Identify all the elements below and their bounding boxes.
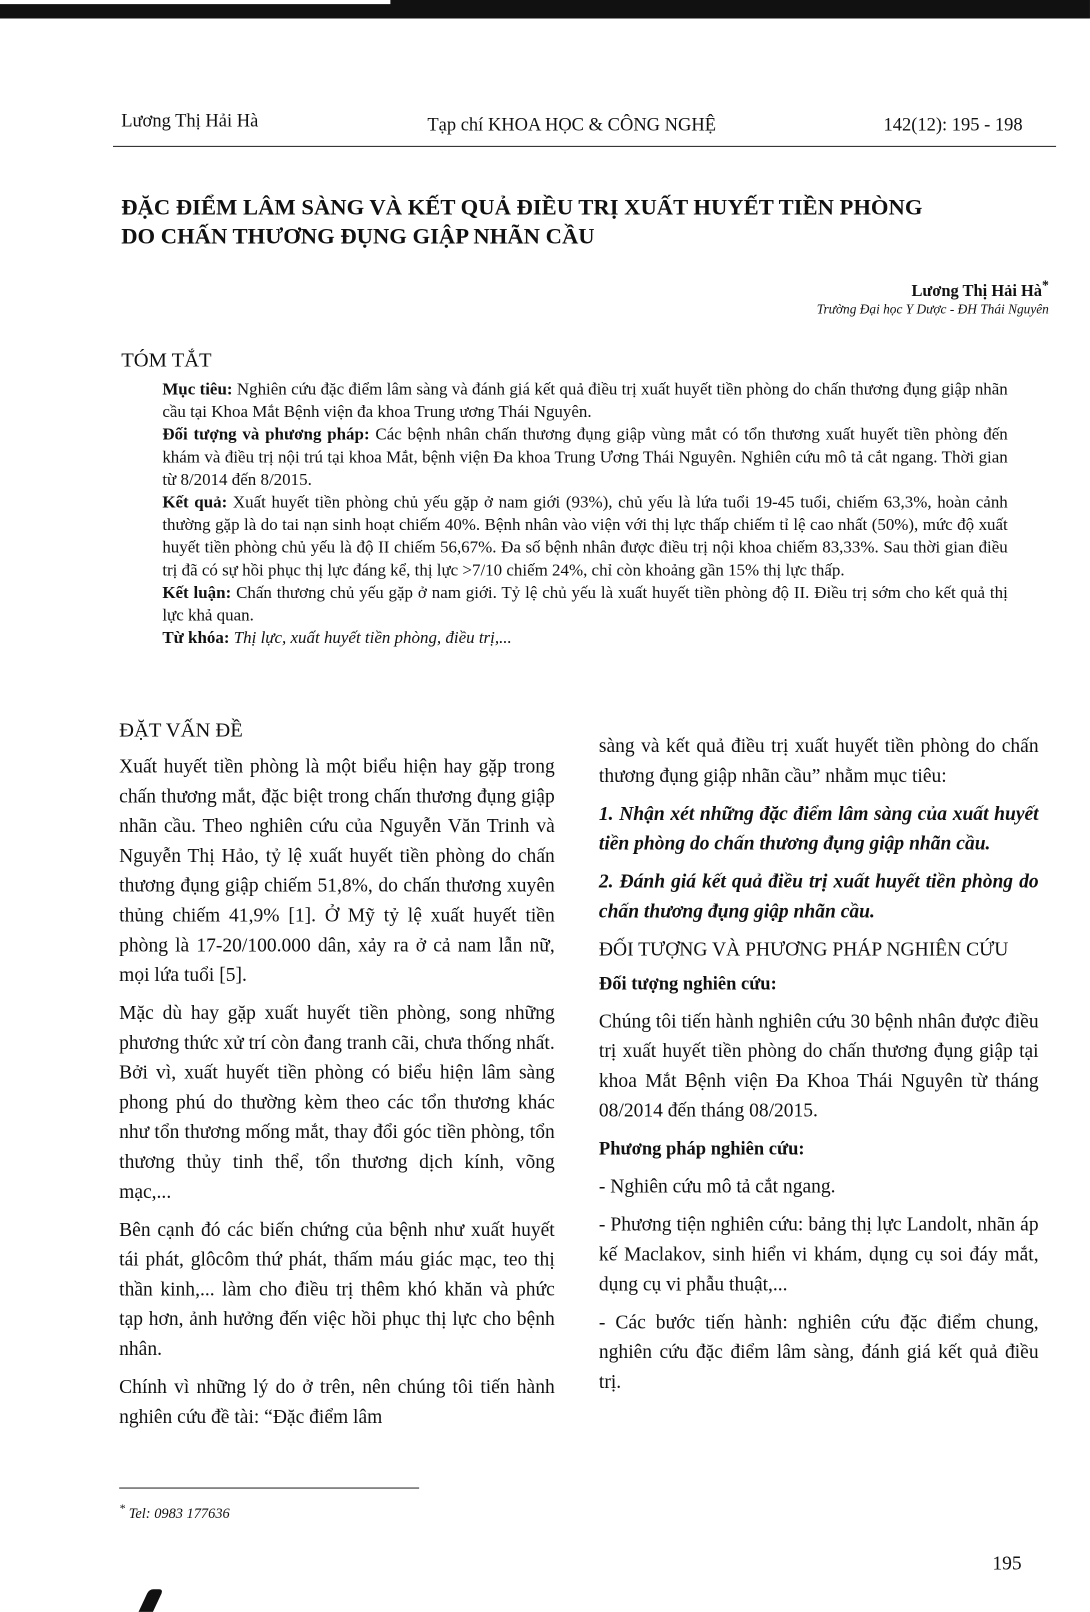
scan-artifact [139, 1589, 164, 1612]
paragraph: Chính vì những lý do ở trên, nên chúng tôi tiến hành nghiên cứu đề tài: “Đặc điểm lâm [119, 1376, 555, 1428]
paragraph: Bên cạnh đó các biến chứng của bệnh như xuất huyết tái phát, glôcôm thứ phát, thấm máu giác mạc, teo thị thần kinh,... làm cho điều trị thêm khó khăn và phức tạp hơn, ảnh hưởng đến việc hồi phục thị lực cho bệnh nhân. [119, 1219, 555, 1361]
section-heading-introduction: ĐẶT VẤN ĐỀ [119, 719, 243, 742]
author [911, 277, 1048, 301]
text: Xuất huyết tiền phòng chủ yếu gặp ở nam giới (93%), chủ yếu là lứa tuổi 19-45 tuổi, chiếm 63,3%, hoàn cảnh thường gặp là do tai nạn sinh hoạt chiếm 40%. Bệnh nhân vào viện với thị lực thấp chiếm tỉ lệ cao nhất (50%), mức độ xuất huyết tiền phòng chủ yếu là độ II chiếm 56,67%. Đa số bệnh nhân được điều trị nội khoa chiếm 83,33%. Sau thời gian điều trị đã có sự hồi phục thị lực đáng kể, thị lực >7/10 chiếm 24%, chỉ còn khoảng gần 15% thị lực thấp. [162, 492, 1008, 580]
footnote-rule [119, 1488, 419, 1489]
abstract-objective [162, 378, 1007, 423]
paragraph: - Phương tiện nghiên cứu: bảng thị lực Landolt, nhãn áp kế Maclakov, sinh hiển vi khám, dụng cụ soi đáy mắt, dụng cụ vi phẫu thuật,... [598, 1214, 1039, 1296]
paragraph: Xuất huyết tiền phòng là một biểu hiện hay gặp trong chấn thương mắt, đặc biệt trong chấn thương đụng giập nhãn cầu. Theo nghiên cứu của Nguyễn Văn Trinh và Nguyễn Thị Hảo, tỷ lệ xuất huyết tiền phòng do chấn thương đụng giập chiếm 51,8%, do chấn thương xuyên thủng chiếm 41,9% [1]. Ở Mỹ tỷ lệ xuất huyết tiền phòng là 17-20/100.000 dân, xảy ra ở cả nam lẫn nữ, mọi lứa tuổi [5]. [119, 756, 555, 987]
paragraph: sàng và kết quả điều trị xuất huyết tiền phòng do chấn thương đụng giập nhãn cầu” nhằm mục tiêu: [598, 735, 1039, 787]
running-header-journal: Tạp chí KHOA HỌC & CÔNG NGHỆ [427, 114, 717, 135]
text: Chấn thương chủ yếu gặp ở nam giới. Tỷ lệ chủ yếu là xuất huyết tiền phòng độ II. Điều trị sớm cho kết quả thị lực khả quan. [162, 582, 1008, 625]
section-heading-methods: ĐỐI TƯỢNG VÀ PHƯƠNG PHÁP NGHIÊN CỨU [598, 938, 1009, 961]
label: Kết luận: [162, 582, 232, 602]
author-name: Lương Thị Hải Hà [911, 282, 1043, 301]
left-column [119, 752, 555, 1440]
label: Từ khóa: [162, 627, 230, 648]
paragraph: Mặc dù hay gặp xuất huyết tiền phòng, song những phương thức xử trí còn đang tranh cãi, chưa thống nhất. Bởi vì, xuất huyết tiền phòng có biểu hiện lâm sàng phong phú do thường kèm theo các tổn thương khác như tổn thương mống mắt, thay đổi góc tiền phòng, tổn thương thủy tinh thể, tổn thương dịch kính, võng mạc,... [119, 1002, 555, 1203]
running-header-issue: 142(12): 195 - 198 [883, 114, 1023, 135]
footnote [119, 1502, 230, 1523]
text: Nghiên cứu đặc điểm lâm sàng và đánh giá kết quả điều trị xuất huyết tiền phòng do chấn thương đụng giập nhãn cầu tại Khoa Mắt Bệnh viện đa khoa Trung ương Thái Nguyên. [162, 379, 1008, 422]
right-column [599, 731, 1039, 1405]
label: Đối tượng và phương pháp: [162, 424, 370, 444]
paragraph: - Các bước tiến hành: nghiên cứu đặc điểm chung, nghiên cứu đặc điểm lâm sàng, đánh giá kết quả điều trị. [598, 1311, 1039, 1394]
footnote-mark: * [119, 1501, 126, 1516]
paragraph: - Nghiên cứu mô tả cắt ngang. [598, 1176, 836, 1198]
abstract-results [162, 491, 1007, 581]
abstract-keywords [162, 627, 1007, 650]
subheading-subjects: Đối tượng nghiên cứu: [598, 972, 777, 994]
subheading-methods: Phương pháp nghiên cứu: [598, 1138, 805, 1159]
author-mark: * [1042, 277, 1049, 293]
label: Kết quả: [162, 492, 228, 512]
abstract [162, 378, 1007, 649]
title-line-1: ĐẶC ĐIỂM LÂM SÀNG VÀ KẾT QUẢ ĐIỀU TRỊ XUẤT HUYẾT TIỀN PHÒNG [121, 194, 923, 220]
objective-2: 2. Đánh giá kết quả điều trị xuất huyết tiền phòng do chấn thương đụng giập nhãn cầu. [598, 871, 1039, 923]
abstract-heading: TÓM TẮT [121, 349, 212, 372]
abstract-methods [162, 423, 1007, 491]
text: Thị lực, xuất huyết tiền phòng, điều trị,... [229, 627, 512, 648]
abstract-conclusion [162, 581, 1007, 626]
label: Mục tiêu: [162, 379, 233, 399]
page-number: 195 [992, 1553, 1022, 1575]
text: Các bệnh nhân chấn thương đụng giập vùng mắt có tổn thương xuất huyết tiền phòng đến khám và điều trị nội trú tại khoa Mắt, bệnh viện Đa khoa Trung Ương Thái Nguyên. Nghiên cứu mô tả cắt ngang. Thời gian từ 8/2014 đến 8/2015. [162, 424, 1008, 489]
running-header-author: Lương Thị Hải Hà [121, 109, 259, 131]
footnote-text: Tel: 0983 177636 [125, 1506, 230, 1523]
scan-top-edge-gap [0, 0, 390, 4]
title-line-2: DO CHẤN THƯƠNG ĐỤNG GIẬP NHÃN CẦU [121, 222, 595, 249]
paper-title [121, 193, 1066, 251]
header-rule [113, 146, 1056, 147]
paragraph: Chúng tôi tiến hành nghiên cứu 30 bệnh nhân được điều trị xuất huyết tiền phòng do chấn thương đụng giập tại khoa Mắt Bệnh viện Đa Khoa Thái Nguyên từ tháng 08/2014 đến tháng 08/2015. [598, 1010, 1039, 1122]
objective-1: 1. Nhận xét những đặc điểm lâm sàng của xuất huyết tiền phòng do chấn thương đụng giập nhãn cầu. [598, 803, 1039, 855]
affiliation: Trường Đại học Y Dược - ĐH Thái Nguyên [816, 300, 1049, 317]
